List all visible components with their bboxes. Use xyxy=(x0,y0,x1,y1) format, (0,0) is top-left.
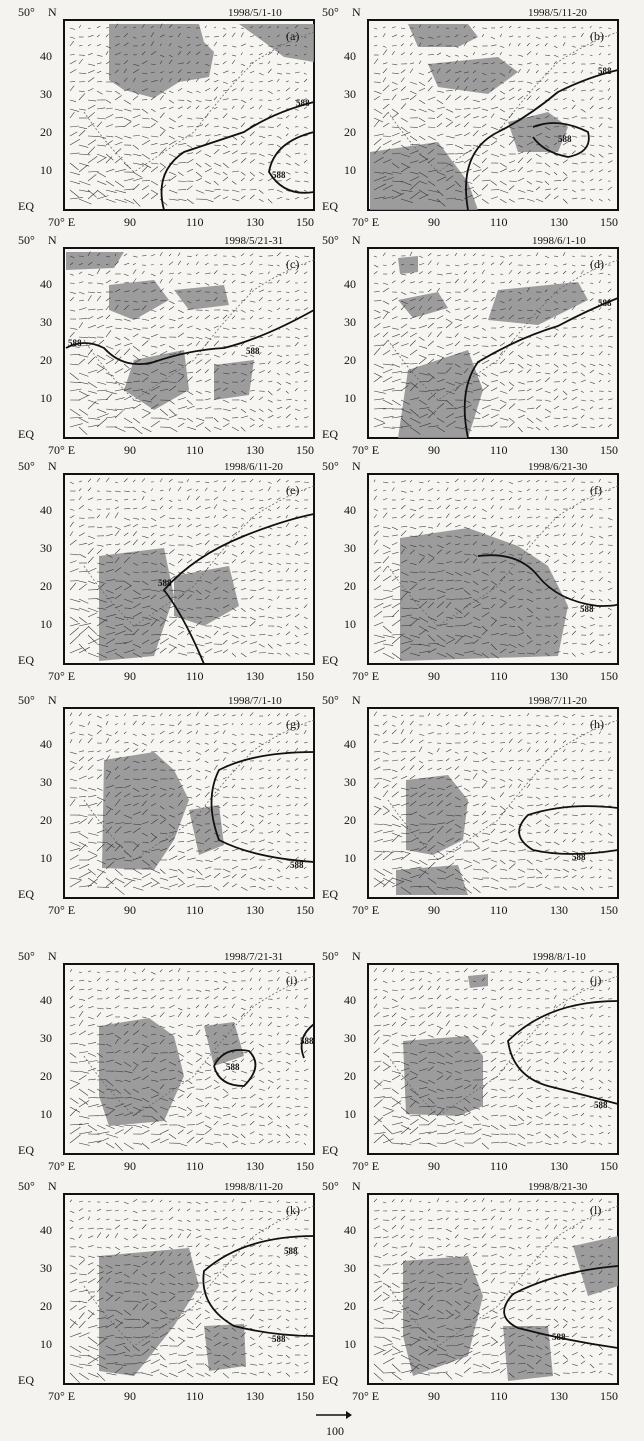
contour-label-2: 588 xyxy=(272,170,286,180)
x-tick-90: 90 xyxy=(124,903,136,917)
north-label: N xyxy=(48,5,57,19)
y-tick-20: 20 xyxy=(40,353,52,367)
y-tick-20: 20 xyxy=(344,813,356,827)
y-tick-40: 40 xyxy=(40,737,52,751)
panel-date: 1998/5/11-20 xyxy=(528,7,587,19)
y-tick-50: 50° xyxy=(18,459,35,473)
x-tick-90: 90 xyxy=(124,215,136,229)
panel-letter: (h) xyxy=(590,717,604,731)
x-tick-130: 130 xyxy=(246,669,264,683)
contour-label-2: 588 xyxy=(558,134,572,144)
y-tick-10: 10 xyxy=(344,617,356,631)
y-tick-50: 50° xyxy=(18,949,35,963)
y-tick-40: 40 xyxy=(40,503,52,517)
x-tick-90: 90 xyxy=(428,443,440,457)
x-tick-90: 90 xyxy=(428,215,440,229)
y-tick-40: 40 xyxy=(40,277,52,291)
y-tick-40: 40 xyxy=(344,277,356,291)
y-tick-30: 30 xyxy=(344,775,356,789)
panel-letter: (c) xyxy=(286,257,300,271)
y-tick-20: 20 xyxy=(344,579,356,593)
north-label: N xyxy=(48,949,57,963)
y-tick-10: 10 xyxy=(40,163,52,177)
x-tick-110: 110 xyxy=(490,669,508,683)
x-tick-130: 130 xyxy=(550,903,568,917)
x-tick-150: 150 xyxy=(296,215,314,229)
x-tick-130: 130 xyxy=(246,443,264,457)
panel-g-map xyxy=(14,690,319,918)
contour-label: 588 xyxy=(290,860,304,870)
contour-label: 588 xyxy=(158,578,172,588)
panel-a xyxy=(14,2,319,230)
contour-label: 588 xyxy=(296,98,310,108)
contour-label: 588 xyxy=(598,298,612,308)
x-tick-110: 110 xyxy=(186,215,204,229)
x-tick-130: 130 xyxy=(550,215,568,229)
y-tick-eq: EQ xyxy=(322,653,338,667)
x-tick-150: 150 xyxy=(296,669,314,683)
x-tick-70: 70° E xyxy=(48,669,76,683)
x-tick-70: 70° E xyxy=(48,215,76,229)
x-tick-150: 150 xyxy=(296,903,314,917)
panel-d-map xyxy=(318,230,623,458)
y-tick-40: 40 xyxy=(344,737,356,751)
contour-label-2: 588 xyxy=(246,346,260,356)
x-tick-110: 110 xyxy=(186,443,204,457)
y-tick-10: 10 xyxy=(344,163,356,177)
panel-h xyxy=(318,690,623,918)
y-tick-10: 10 xyxy=(40,617,52,631)
panel-f-map xyxy=(318,456,623,684)
panel-e xyxy=(14,456,319,684)
panel-e-map xyxy=(14,456,319,684)
y-tick-50: 50° xyxy=(322,5,339,19)
contour-label: 588 xyxy=(598,66,612,76)
y-tick-eq: EQ xyxy=(322,427,338,441)
x-tick-110: 110 xyxy=(186,903,204,917)
y-tick-30: 30 xyxy=(40,775,52,789)
y-tick-50: 50° xyxy=(322,233,339,247)
y-tick-30: 30 xyxy=(344,87,356,101)
x-tick-150: 150 xyxy=(600,215,618,229)
y-tick-20: 20 xyxy=(344,125,356,139)
x-tick-150: 150 xyxy=(600,443,618,457)
x-tick-70: 70° E xyxy=(48,903,76,917)
north-label: N xyxy=(352,233,361,247)
y-tick-40: 40 xyxy=(344,49,356,63)
panel-d xyxy=(318,230,623,458)
contour-label: 588 xyxy=(572,852,586,862)
panel-c xyxy=(14,230,319,458)
x-tick-70: 70° E xyxy=(352,903,380,917)
panel-b-map xyxy=(318,2,623,230)
panel-date: 1998/7/11-20 xyxy=(528,695,587,707)
y-tick-50: 50° xyxy=(18,693,35,707)
y-tick-10: 10 xyxy=(344,851,356,865)
y-tick-30: 30 xyxy=(344,315,356,329)
y-tick-10: 10 xyxy=(344,391,356,405)
x-tick-150: 150 xyxy=(600,669,618,683)
x-tick-110: 110 xyxy=(490,215,508,229)
panel-letter: (d) xyxy=(590,257,604,271)
north-label: N xyxy=(48,233,57,247)
x-tick-70: 70° E xyxy=(352,215,380,229)
y-tick-eq: EQ xyxy=(18,887,34,901)
panel-h-map xyxy=(318,690,623,918)
x-tick-130: 130 xyxy=(246,215,264,229)
panel-date: 1998/5/21-31 xyxy=(224,235,284,247)
panel-date: 1998/6/11-20 xyxy=(224,461,283,473)
y-tick-40: 40 xyxy=(40,49,52,63)
y-tick-10: 10 xyxy=(40,851,52,865)
x-tick-90: 90 xyxy=(428,669,440,683)
panel-g xyxy=(14,690,319,918)
shaded-region xyxy=(396,775,468,895)
panel-date: 1998/7/1-10 xyxy=(228,695,282,707)
x-tick-90: 90 xyxy=(428,903,440,917)
y-tick-30: 30 xyxy=(40,541,52,555)
y-tick-eq: EQ xyxy=(322,199,338,213)
y-tick-40: 40 xyxy=(344,503,356,517)
north-label: N xyxy=(48,693,57,707)
y-tick-50: 50° xyxy=(322,459,339,473)
y-tick-20: 20 xyxy=(40,125,52,139)
y-tick-50: 50° xyxy=(18,233,35,247)
panel-date: 1998/6/1-10 xyxy=(532,235,586,247)
panel-letter: (g) xyxy=(286,717,300,731)
x-tick-110: 110 xyxy=(490,903,508,917)
north-label: N xyxy=(48,459,57,473)
y-tick-10: 10 xyxy=(40,391,52,405)
panel-letter: (f) xyxy=(590,483,602,497)
panel-f xyxy=(318,456,623,684)
x-tick-130: 130 xyxy=(550,669,568,683)
y-tick-30: 30 xyxy=(40,315,52,329)
y-tick-eq: EQ xyxy=(18,427,34,441)
north-label: N xyxy=(352,459,361,473)
x-tick-130: 130 xyxy=(550,443,568,457)
y-tick-eq: EQ xyxy=(322,887,338,901)
y-tick-20: 20 xyxy=(40,813,52,827)
panel-letter: (b) xyxy=(590,29,604,43)
panel-c-map xyxy=(14,230,319,458)
contour-label: 588 xyxy=(580,604,594,614)
panel-letter: (a) xyxy=(286,29,300,43)
panel-a-map xyxy=(14,2,319,230)
y-tick-20: 20 xyxy=(344,353,356,367)
x-tick-90: 90 xyxy=(124,669,136,683)
y-tick-50: 50° xyxy=(322,693,339,707)
x-tick-110: 110 xyxy=(490,443,508,457)
panel-date: 1998/7/21-31 xyxy=(224,951,284,963)
x-tick-130: 130 xyxy=(246,903,264,917)
y-tick-30: 30 xyxy=(40,87,52,101)
x-tick-110: 110 xyxy=(186,669,204,683)
x-tick-150: 150 xyxy=(600,903,618,917)
y-tick-30: 30 xyxy=(344,541,356,555)
x-tick-150: 150 xyxy=(296,443,314,457)
y-tick-eq: EQ xyxy=(18,199,34,213)
y-tick-eq: EQ xyxy=(18,653,34,667)
panel-date: 1998/5/1-10 xyxy=(228,7,282,19)
x-tick-70: 70° E xyxy=(352,669,380,683)
north-label: N xyxy=(352,693,361,707)
north-label: N xyxy=(352,5,361,19)
panel-date: 1998/6/21-30 xyxy=(528,461,588,473)
panel-b xyxy=(318,2,623,230)
panel-letter: (e) xyxy=(286,483,300,497)
panel-i-map xyxy=(14,946,319,1174)
y-tick-50: 50° xyxy=(18,5,35,19)
contour-label: 588 xyxy=(68,338,82,348)
x-tick-70: 70° E xyxy=(48,443,76,457)
x-tick-90: 90 xyxy=(124,443,136,457)
x-tick-70: 70° E xyxy=(352,443,380,457)
panel-i xyxy=(14,946,319,1174)
y-tick-20: 20 xyxy=(40,579,52,593)
